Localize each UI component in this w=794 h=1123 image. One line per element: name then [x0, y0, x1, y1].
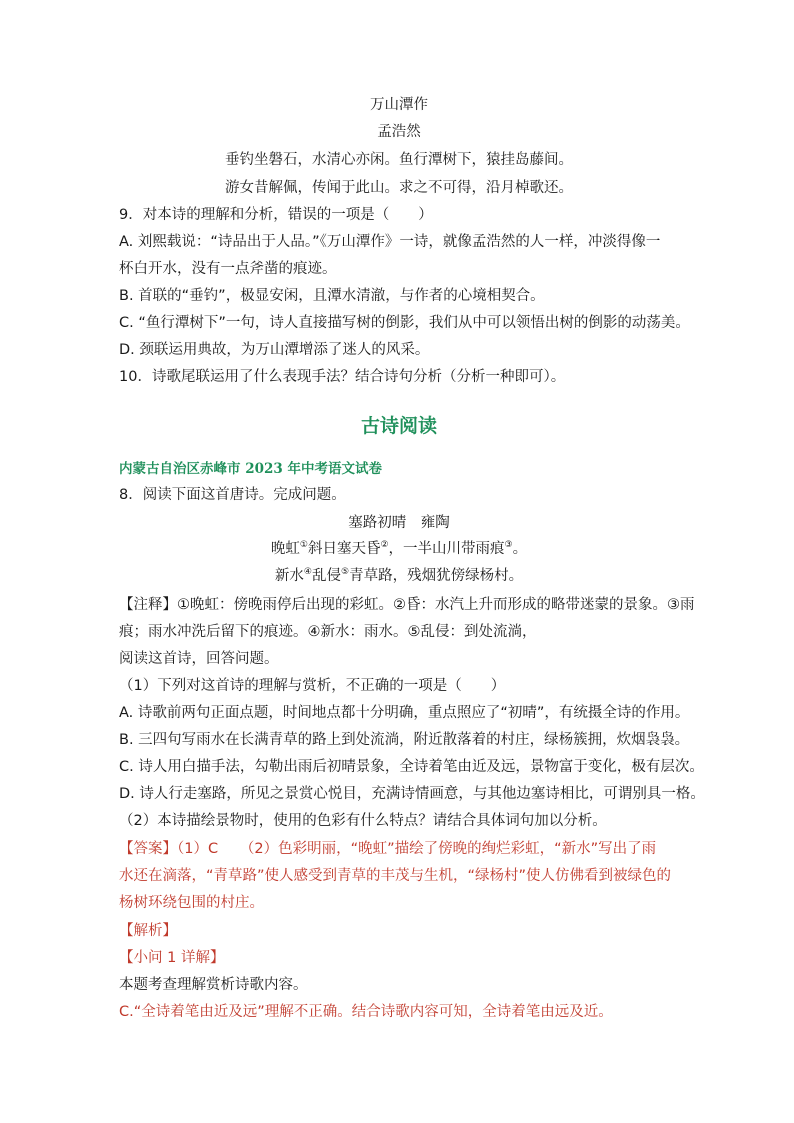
sub-question-2: （2）本诗描绘景物时，使用的色彩有什么特点？请结合具体词句加以分析。 — [119, 813, 607, 829]
answer-line-1: 【答案】（1）C （2）色彩明丽，“晚虹”描绘了傍晚的绚烂彩虹，“新水”写出了雨 — [119, 841, 657, 857]
option-d: D. 诗人行走塞路，所见之景赏心悦目，充满诗情画意，与其他边塞诗相比，可谓别具一格。 — [119, 786, 705, 802]
footnote-marker: ② — [380, 540, 389, 551]
analysis-text: 本题考查理解赏析诗歌内容。 — [119, 977, 308, 993]
footnote-marker: ③ — [504, 540, 513, 551]
poem2-l2-seg: 新水 — [274, 568, 304, 584]
analysis-label: 【解析】 — [119, 923, 177, 939]
notes-line-1: 【注释】①晚虹：傍晚雨停后出现的彩虹。②昏：水汽上升而形成的略带迷蒙的景象。③雨 — [119, 597, 695, 613]
option-b: B. 三四句写雨水在长满青草的路上到处流淌，附近散落着的村庄，绿杨簇拥，炊烟袅袅。 — [119, 732, 690, 748]
footnote-marker: ④ — [303, 567, 312, 578]
poem2-line-2 — [119, 567, 679, 585]
poem-line-2: 游女昔解佩，传闻于此山。求之不可得，沿月棹歌还。 — [225, 180, 573, 196]
answer-line-2: 水还在滴落，“青草路”使人感受到青草的丰茂与生机，“绿杨村”使人仿佛看到被绿色的 — [119, 868, 672, 884]
answer-line-3: 杨树环绕包围的村庄。 — [119, 895, 264, 911]
sub-question-label: 【小问 1 详解】 — [119, 950, 225, 966]
sub-question-1: （1）下列对这首诗的理解与赏析，不正确的一项是（ ） — [119, 678, 506, 694]
notes-line-2: 痕；雨水冲洗后留下的痕迹。④新水：雨水。⑤乱侵：到处流淌， — [119, 624, 537, 640]
poem-author: 孟浩然 — [377, 124, 421, 140]
option-c: C. 诗人用白描手法，勾勒出雨后初晴景象，全诗着笔由近及远，景物富于变化，极有层次。 — [119, 759, 704, 775]
poem2-l2-seg: 青草路，残烟犹傍绿杨村。 — [349, 568, 524, 584]
poem2-title: 塞路初晴 雍陶 — [348, 515, 450, 531]
poem2-l2-seg: 乱侵 — [312, 568, 341, 584]
question-9-option-a-line-2: 杯白开水，没有一点斧凿的痕迹。 — [119, 261, 337, 277]
section-title: 古诗阅读 — [360, 415, 437, 437]
poem2-l1-seg: 晚虹 — [270, 541, 300, 557]
option-c-explanation: C.“全诗着笔由近及远”理解不正确。结合诗歌内容可知，全诗着笔由远及近。 — [119, 1004, 613, 1020]
option-a: A. 诗歌前两句正面点题，时间地点都十分明确，重点照应了“初晴”，有统摄全诗的作用。 — [119, 705, 690, 721]
poem2-l1-seg: ，一半山川带雨痕 — [388, 541, 505, 557]
question-9-option-c: C. “鱼行潭树下”一句，诗人直接描写树的倒影，我们从中可以领悟出树的倒影的动荡美。 — [119, 315, 690, 331]
question-8-stem: 8．阅读下面这首唐诗。完成问题。 — [119, 487, 346, 503]
poem2-l1-seg: 斜日塞天昏 — [307, 541, 381, 557]
footnote-marker: ① — [299, 540, 308, 551]
question-9-option-b: B. 首联的“垂钓”，极显安闲，且潭水清澈，与作者的心境相契合。 — [119, 288, 545, 304]
exam-source: 内蒙古自治区赤峰市 2023 年中考语文试卷 — [119, 461, 382, 477]
question-9-stem: 9．对本诗的理解和分析，错误的一项是（ ） — [119, 207, 433, 223]
poem-line-1: 垂钓坐磐石，水清心亦闲。鱼行潭树下，猿挂岛藤间。 — [225, 152, 573, 168]
poem2-line-1 — [119, 540, 679, 558]
question-10: 10．诗歌尾联运用了什么表现手法？结合诗句分析（分析一种即可）。 — [119, 369, 566, 385]
poem-title: 万山潭作 — [370, 97, 428, 113]
question-9-option-a-line-1: A. 刘熙载说：“诗品出于人品。”《万山潭作》一诗，就像孟浩然的人一样，冲淡得像一 — [119, 234, 661, 250]
poem2-l1-seg: 。 — [512, 541, 528, 557]
footnote-marker: ⑤ — [341, 567, 350, 578]
read-prompt: 阅读这首诗，回答问题。 — [119, 651, 279, 667]
question-9-option-d: D. 颈联运用典故，为万山潭增添了迷人的风采。 — [119, 342, 430, 358]
